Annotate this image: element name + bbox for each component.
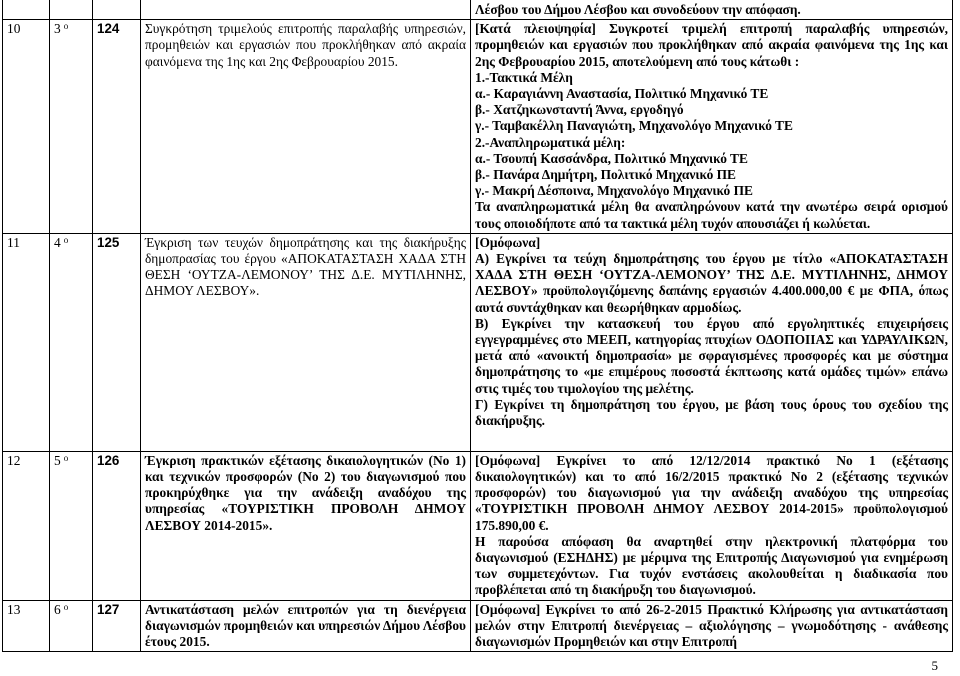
- decision-number: 126: [93, 451, 141, 600]
- table-row: [3, 20, 953, 234]
- decision: [Ομόφωνα] Εγκρίνει το από 26-2-2015 Πρακτικό Κλήρωσης για αντικατάσταση μελών στην Επιτροπή διενέργειας – αξιολόγησης – γνωμοδότησης - ανάθεσης διαγωνισμών Προμηθειών και στην Επιτροπή: [471, 600, 953, 652]
- agenda-order: 4 $^o$: [50, 233, 93, 451]
- continued-text: Λέσβου του Δήμου Λέσβου και συνοδεύουν την απόφαση.: [471, 0, 953, 20]
- table-row: [3, 600, 953, 652]
- decision: [Κατά πλειοψηφία] Συγκροτεί τριμελή επιτροπή παραλαβής υπηρεσιών, προμηθειών και εργασιών που προκλήθηκαν από ακραία φαινόμενα της 1ης και 2ης Φεβρουαρίου 2015, αποτελούμενη από τους κάτωθι : 1.-Τακτικά Μέλη α.- Καραγιάννη Αναστασία, Πολιτικό Μηχανικό ΤΕ β.- Χατζηκωνσταντή Άννα, εργοδηγό γ.- Ταμβακέλλη Παναγιώτη, Μηχανολόγο Μηχανικό ΤΕ 2.-Αναπληρωματικά μέλη: α.- Τσουπή Κασσάνδρα, Πολιτικό Μηχανικό ΤΕ β.- Πανάρα Δημήτρη, Πολιτικό Μηχανικό ΠΕ γ.- Μακρή Δέσποινα, Μηχανολόγο Μηχανικό ΠΕ Τα αναπληρωματικά μέλη θα αναπληρώνουν κατά την ανωτέρω σειρά ορισμού τους οποιοδήποτε από τα τακτικά μέλη τυχόν απουσιάζει ή κωλύεται.: [471, 20, 953, 234]
- table-row: [3, 233, 953, 451]
- decisions-table: [2, 0, 953, 652]
- page-number: 5: [931, 658, 938, 673]
- table-row: [3, 451, 953, 600]
- decision-number: 125: [93, 233, 141, 451]
- subject: Συγκρότηση τριμελούς επιτροπής παραλαβής υπηρεσιών, προμηθειών και εργασιών που προκλήθηκαν από ακραία φαινόμενα της 1ης και 2ης Φεβρουαρίου 2015.: [141, 20, 471, 234]
- row-number: 13: [3, 600, 50, 652]
- decision: [Ομόφωνα] Εγκρίνει το από 12/12/2014 πρακτικό Νο 1 (εξέτασης δικαιολογητικών) και το από 16/2/2015 πρακτικό Νο 2 (εξέτασης τεχνικών προσφορών) του διαγωνισμού για την ανάδειξη αναδόχου της υπηρεσίας «ΤΟΥΡΙΣΤΙΚΗ ΠΡΟΒΟΛΗ ΔΗΜΟΥ ΛΕΣΒΟΥ 2014-2015» προϋπολογισμού 175.890,00 €. Η παρούσα απόφαση θα αναρτηθεί στην ηλεκτρονική πλατφόρμα του διαγωνισμού (ΕΣΗΔΗΣ) με μέριμνα της Επιτροπής Διαγωνισμού για ενημέρωση των συμμετεχόντων. Για τυχόν ενστάσεις ακολουθείται η διαδικασία που προβλέπεται από τη διακήρυξη του διαγωνισμού.: [471, 451, 953, 600]
- subject: Έγκριση πρακτικών εξέτασης δικαιολογητικών (Νο 1) και τεχνικών προσφορών (Νο 2) του διαγωνισμού που προκηρύχθηκε για την ανάδειξη αναδόχου της υπηρεσίας «ΤΟΥΡΙΣΤΙΚΗ ΠΡΟΒΟΛΗ ΔΗΜΟΥ ΛΕΣΒΟΥ 2014-2015».: [141, 451, 471, 600]
- subject: Αντικατάσταση μελών επιτροπών για τη διενέργεια διαγωνισμών προμηθειών και υπηρεσιών Δήμου Λέσβου έτους 2015.: [141, 600, 471, 652]
- row-number: 12: [3, 451, 50, 600]
- decision-number: 127: [93, 600, 141, 652]
- agenda-order: 6 $^o$: [50, 600, 93, 652]
- row-number: 11: [3, 233, 50, 451]
- agenda-order: 3 $^o$: [50, 20, 93, 234]
- row-number: 10: [3, 20, 50, 234]
- subject: Έγκριση των τευχών δημοπράτησης και της διακήρυξης δημοπρασίας του έργου «ΑΠΟΚΑΤΑΣΤΑΣΗ ΧΑΔΑ ΣΤΗ ΘΕΣΗ ‘ΟΥΤΖΑ-ΛΕΜΟΝΟΥ’ ΤΗΣ Δ.Ε. ΜΥΤΙΛΗΝΗΣ, ΔΗΜΟΥ ΛΕΣΒΟΥ».: [141, 233, 471, 451]
- decision-number: 124: [93, 20, 141, 234]
- agenda-order: 5 $^o$: [50, 451, 93, 600]
- decision: [Ομόφωνα] Α) Εγκρίνει τα τεύχη δημοπράτησης του έργου με τίτλο «ΑΠΟΚΑΤΑΣΤΑΣΗ ΧΑΔΑ ΣΤΗ ΘΕΣΗ ‘ΟΥΤΖΑ-ΛΕΜΟΝΟΥ’ ΤΗΣ Δ.Ε. ΜΥΤΙΛΗΝΗΣ, ΔΗΜΟΥ ΛΕΣΒΟΥ» προϋπολογιζόμενης δαπάνης εργασιών 4.400.000,00 € με ΦΠΑ, όπως αυτά συντάχθηκαν και θεωρήθηκαν αρμοδίως. Β) Εγκρίνει την κατασκευή του έργου από εργοληπτικές επιχειρήσεις εγγεγραμμένες στο ΜΕΕΠ, κατηγορίας πτυχίων ΟΔΟΠΟΙΙΑΣ και ΥΔΡΑΥΛΙΚΩΝ, μετά από «ανοικτή δημοπρασία» με σφραγισμένες προσφορές και με σύστημα δημοπράτησης το «με επιμέρους ποσοστά έκπτωσης κατά ομάδες τιμών» επάνω στις τιμές του τιμολογίου της μελέτης. Γ) Εγκρίνει τη δημοπράτηση του έργου, με βάση τους όρους του σχεδίου της διακήρυξης.: [471, 233, 953, 451]
- continued-row: [3, 0, 953, 20]
